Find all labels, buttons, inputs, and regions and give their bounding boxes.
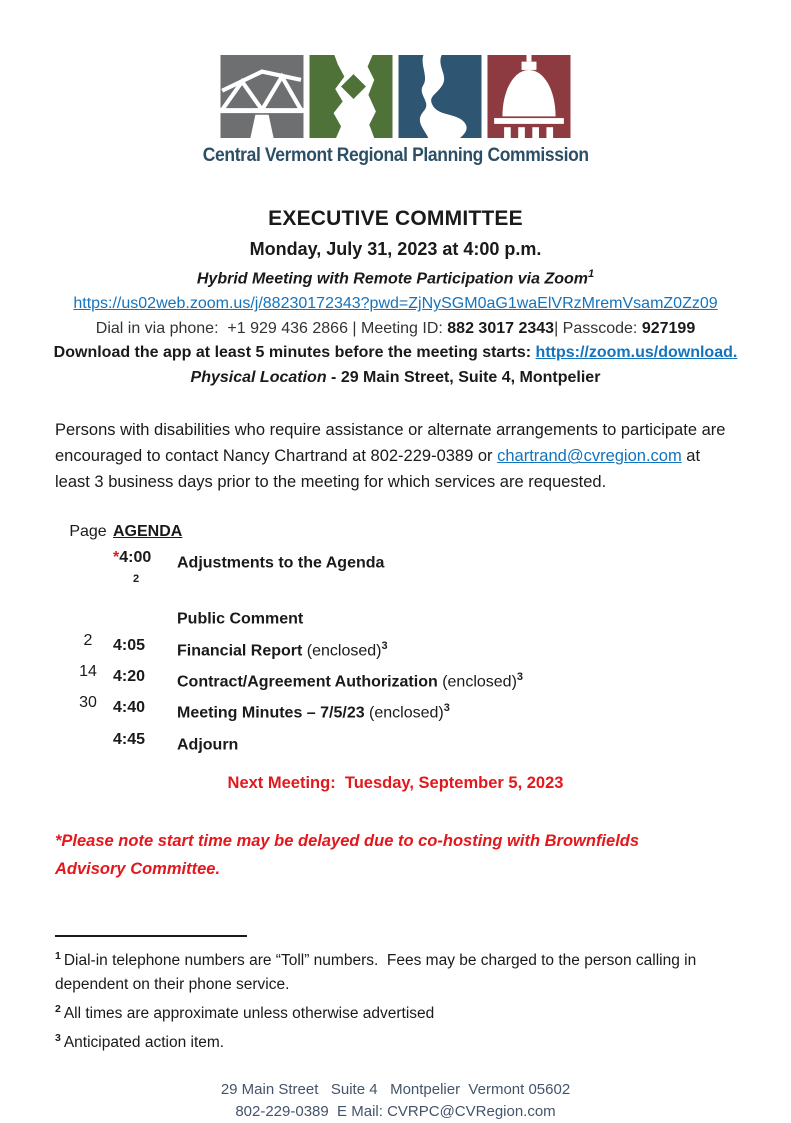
- agenda-item: [177, 601, 736, 632]
- agenda-row: [63, 633, 736, 664]
- org-logo: [0, 55, 791, 167]
- org-name: Central Vermont Regional Planning Commission: [202, 145, 589, 166]
- download-text: Download the app at least 5 minutes before the meeting starts:: [53, 344, 536, 362]
- agenda-time-text: 4:20: [113, 667, 146, 685]
- accessibility-text-before: Persons with disabilities who require assistance or alternate arrangements to participate are encouraged to contact Nancy Chartrand at 802-229-0389 or: [55, 421, 726, 466]
- agenda-item: [177, 664, 736, 695]
- agenda-time-text: 4:00: [119, 549, 152, 567]
- footnote-marker: 2: [55, 1003, 61, 1016]
- meeting-type: [0, 268, 791, 288]
- footer-address: 29 Main Street Suite 4 Montpelier Vermont 05602: [220, 1081, 571, 1099]
- agenda-section: [55, 519, 736, 758]
- capitol-dome-icon: [487, 55, 571, 138]
- meeting-type-text: Hybrid Meeting with Remote Participation via Zoom: [196, 270, 589, 288]
- agenda-item-title: Adjustments to the Agenda: [177, 554, 385, 572]
- agenda-item-title: Public Comment: [177, 610, 304, 628]
- start-time-notice: *Please note start time may be delayed due to co-hosting with Brownfields Advisory Committee.: [55, 831, 640, 878]
- agenda-time: [113, 601, 177, 632]
- passcode: 927199: [641, 320, 696, 338]
- agenda-time-text: 4:05: [113, 636, 146, 654]
- agenda-item-suffix: (enclosed): [437, 673, 517, 691]
- agenda-time: [113, 633, 177, 664]
- agenda-item-title: Meeting Minutes – 7/5/23: [177, 704, 365, 722]
- document-body: [0, 417, 791, 1123]
- agenda-row: [63, 545, 736, 587]
- agenda-item-suffix: (enclosed): [302, 641, 382, 659]
- footer-contact: 802-229-0389 E Mail: CVRPC@CVRegion.com: [235, 1103, 556, 1121]
- agenda-row: [63, 664, 736, 695]
- footnote-ref-1: 1: [588, 268, 595, 280]
- footnote-divider: [55, 935, 247, 937]
- footnote-text: All times are approximate unless otherwise advertised: [63, 1005, 435, 1023]
- vermont-map-icon: [309, 55, 393, 138]
- agenda-item-suffix: (enclosed): [364, 704, 444, 722]
- river-icon: [398, 55, 482, 138]
- meeting-datetime: Monday, July 31, 2023 at 4:00 p.m.: [249, 239, 542, 259]
- agenda-time-text: 4:40: [113, 699, 146, 717]
- agenda-header-row: [63, 519, 736, 545]
- meeting-header: [0, 207, 791, 387]
- page-title: EXECUTIVE COMMITTEE: [268, 207, 523, 230]
- footnote-item: [55, 944, 736, 997]
- zoom-download-link[interactable]: https://zoom.us/download.: [535, 344, 738, 362]
- agenda-page-header: Page: [69, 523, 107, 541]
- footnote-ref: 3: [381, 639, 388, 652]
- physical-location-line: [0, 369, 791, 387]
- download-line: [0, 344, 791, 362]
- footnote-item: [55, 997, 736, 1026]
- footnote-text: Anticipated action item.: [63, 1034, 225, 1052]
- agenda-item: [177, 633, 736, 664]
- contact-email-link[interactable]: chartrand@cvregion.com: [497, 447, 682, 466]
- agenda-time: [113, 545, 177, 587]
- footnote-item: [55, 1026, 736, 1055]
- logo-panel-row: [0, 55, 791, 138]
- agenda-page-number: 30: [79, 694, 97, 712]
- footnote-marker: 3: [55, 1032, 61, 1045]
- meeting-id: 882 3017 2343: [447, 320, 555, 338]
- document-footer: [55, 1079, 736, 1123]
- agenda-row: [63, 695, 736, 726]
- dial-phone: +1 929 436 2866: [227, 320, 348, 338]
- agenda-page-number: [63, 722, 113, 753]
- next-meeting-notice: Next Meeting: Tuesday, September 5, 2023: [227, 773, 564, 792]
- agenda-time-text: 4:45: [113, 730, 146, 748]
- dial-sep2: | Passcode:: [554, 320, 642, 338]
- footnote-marker: 1: [55, 949, 61, 962]
- agenda-page-number: [63, 540, 113, 582]
- accessibility-text-after: at least 3 business days prior to the meeting for which services are requested.: [55, 447, 701, 492]
- agenda-item: [177, 695, 736, 726]
- agenda-item: [177, 545, 736, 587]
- footnote-text: Dial-in telephone numbers are “Toll” numbers. Fees may be charged to the person calling in dependent on their phone service.: [55, 952, 697, 994]
- agenda-time: [113, 695, 177, 726]
- location-label: Physical Location: [190, 369, 327, 387]
- agenda-page-number: 14: [79, 662, 97, 680]
- asterisk-marker: *: [113, 549, 120, 567]
- agenda-page-number: 2: [83, 631, 93, 649]
- agenda-item-title: Adjourn: [177, 735, 239, 753]
- footnotes-section: [55, 935, 736, 1055]
- zoom-meeting-link[interactable]: https://us02web.zoom.us/j/88230172343?pwd=ZjNySGM0aG1waElVRzMremVsamZ0Zz09: [73, 295, 718, 313]
- agenda-time: [113, 664, 177, 695]
- footnote-ref: 3: [443, 702, 450, 715]
- bridge-icon: [220, 55, 304, 138]
- agenda-item: [177, 727, 736, 758]
- agenda-row: [63, 601, 736, 632]
- dial-sep1: | Meeting ID:: [347, 320, 448, 338]
- agenda-item-title: Financial Report: [177, 641, 303, 659]
- zoom-link-line: [0, 295, 791, 313]
- dial-in-line: [0, 320, 791, 338]
- location-value: - 29 Main Street, Suite 4, Montpelier: [326, 369, 601, 387]
- footnote-ref: 3: [516, 670, 524, 683]
- dial-prefix: Dial in via phone:: [95, 320, 228, 338]
- agenda-page-number: [63, 596, 113, 627]
- agenda-title: AGENDA: [113, 523, 183, 541]
- footnote-ref-2: 2: [133, 573, 140, 586]
- agenda-row: [63, 727, 736, 758]
- agenda-item-title: Contract/Agreement Authorization: [177, 673, 438, 691]
- accessibility-paragraph: [55, 417, 736, 495]
- agenda-time: [113, 727, 177, 758]
